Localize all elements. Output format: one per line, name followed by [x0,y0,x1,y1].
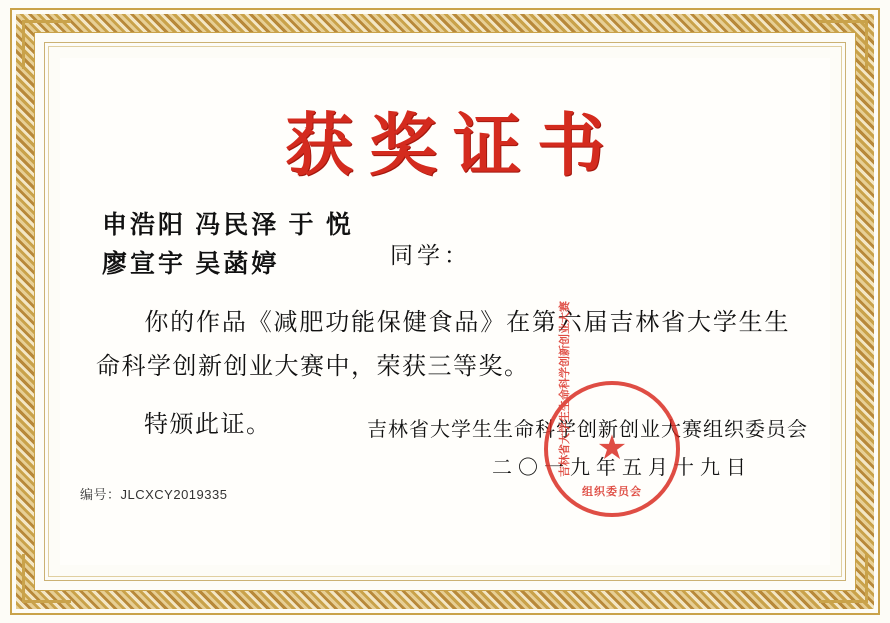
certificate-content [60,58,830,565]
paragraph-2-text: 特颁此证。 [144,412,272,439]
issuer-name: 吉林省大学生生命科学创新创业大赛组织委员会 [367,419,808,441]
seal-bottom-text: 组织委员会 [582,486,642,498]
recipient-line-1: 申浩阳 冯民泽 于 悦 [102,212,354,239]
certificate-title: 获奖证书 [284,108,621,184]
paragraph-1-text: 你的作品《减肥功能保健食品》在第六届吉林省大学生生命科学创新创业大赛中，荣获三等奖。 [96,309,790,380]
body-paragraph-1 [60,301,830,390]
issue-date: 二〇一九年五月十九日 [492,457,752,479]
official-seal [544,301,680,517]
recipient-suffix: 同学： [390,243,471,268]
seal-star-icon: ★ [596,430,628,467]
recipients-block [60,207,830,285]
recipient-line-2: 廖宣宇 吴菡婷 [102,250,280,278]
seal-arc-text: 吉林省大学生生命科学创新创业大赛 [559,301,571,477]
serial-number: 编号：JLCXCY2019335 [80,487,228,502]
